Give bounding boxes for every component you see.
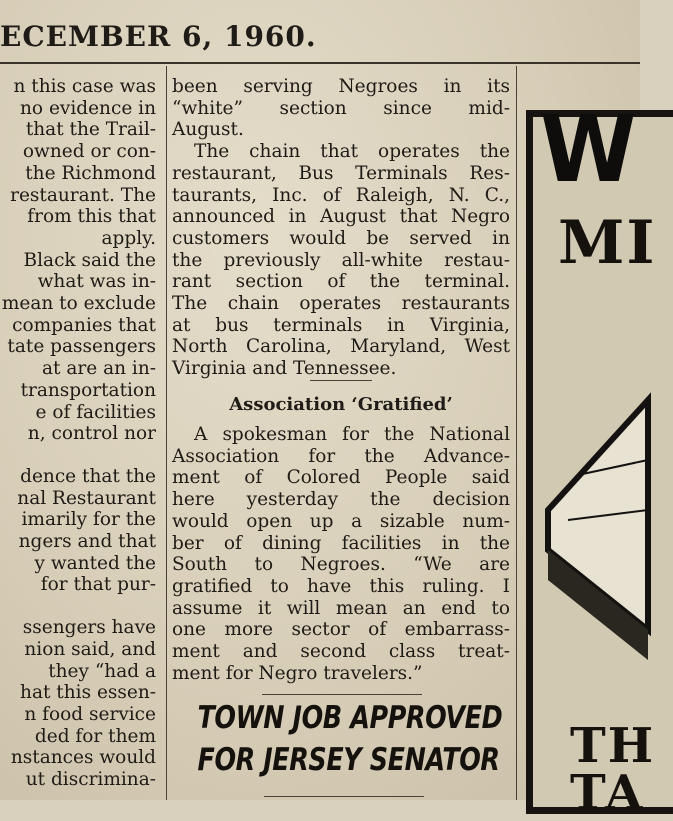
text-line: companies that [12, 314, 156, 336]
paragraph-naacp [172, 424, 510, 684]
text-line: A spokesman for the National [194, 424, 510, 445]
text-line: nion said, and [24, 638, 156, 660]
text-line: y wanted the [34, 552, 156, 574]
text-line: The chain that operates the [194, 141, 510, 163]
text-line: tate passengers [7, 336, 156, 358]
text-line: gratified to have this ruling. I [172, 575, 510, 597]
text-line: what was in- [37, 271, 156, 293]
text-line: taurants, Inc. of Raleigh, N. C., [172, 184, 510, 206]
text-line: would open up a sizable num- [172, 510, 510, 532]
text-line: ngers and that [18, 531, 156, 553]
text-line: The chain operates restaurants [172, 293, 510, 315]
ad-line-4: TA [570, 765, 645, 821]
text-line: August. [172, 119, 244, 141]
text-line: n food service [24, 703, 156, 725]
text-line: no evidence in [20, 97, 156, 119]
ad-line-3: TH [570, 718, 656, 774]
text-line: transportation [20, 379, 156, 401]
text-line: North Carolina, Maryland, West [172, 336, 510, 358]
text-line: been serving Negroes in its [172, 76, 510, 97]
text-line: nal Restaurant [17, 487, 156, 509]
headline-line-2: FOR JERSEY SENATOR [197, 742, 500, 778]
text-line: ded for them [34, 725, 156, 747]
text-line: apply. [101, 227, 156, 249]
text-line: restaurant. The [10, 184, 156, 206]
headline-rule [262, 694, 422, 695]
text-line: mean to exclude [1, 293, 156, 315]
headline-rule-bottom [264, 796, 424, 797]
text-line: ment for Negro travelers.” [172, 662, 423, 684]
text-line: dence that the [20, 465, 156, 487]
top-rule [0, 62, 640, 64]
text-line: ber of dining facilities in the [172, 532, 510, 554]
text-line: that the Trail- [25, 119, 156, 141]
text-line: announced in August that Negro [172, 206, 510, 228]
text-line: hat this essen- [20, 682, 156, 704]
text-line: Association for the Advance- [172, 445, 510, 467]
text-line: at bus terminals in Virginia, [172, 314, 510, 336]
text-line: ment of Colored People said [172, 467, 510, 489]
text-line: Black said the [23, 249, 156, 271]
section-rule [310, 380, 372, 381]
subheading: Association ‘Gratified’ [229, 394, 453, 415]
middle-column [172, 76, 510, 380]
ad-headline: W [540, 96, 629, 203]
text-line: n, control nor [27, 423, 156, 445]
text-line: one more sector of embarrass- [172, 619, 510, 641]
ad-illustration-icon [548, 400, 648, 660]
text-line: ut discrimina- [25, 769, 156, 791]
text-line: assume it will mean an end to [172, 597, 510, 619]
text-line: nstances would [10, 747, 156, 769]
text-line: owned or con- [22, 141, 156, 163]
column-divider-right [516, 66, 517, 800]
text-line: ment and second class treat- [172, 641, 510, 663]
middle-column-lower [172, 424, 510, 684]
text-line: the previously all-white restau- [172, 249, 510, 271]
text-line: customers would be served in [172, 227, 510, 249]
text-line: n this case was [13, 76, 156, 97]
paragraph-continued [172, 76, 510, 141]
text-line: at are an in- [42, 358, 156, 380]
text-line: here yesterday the decision [172, 489, 510, 511]
text-line: Virginia and Tennessee. [172, 358, 397, 380]
text-line: from this that [27, 206, 156, 228]
text-line: rant section of the terminal. [172, 271, 510, 293]
text-line: “white” section since mid- [172, 97, 510, 119]
left-column [0, 76, 156, 791]
text-line: e of facilities [35, 401, 156, 423]
paragraph-chain [172, 141, 510, 380]
headline-line-1: TOWN JOB APPROVED [197, 700, 503, 736]
text-line: ssengers have [22, 617, 156, 639]
text-line: imarily for the [21, 509, 156, 531]
text-line [0, 596, 156, 617]
text-line: for that pur- [40, 574, 156, 596]
dateline: ECEMBER 6, 1960. [0, 20, 317, 53]
text-line: they “had a [48, 660, 156, 682]
text-line [0, 445, 156, 466]
ad-subheadline: MI [558, 208, 657, 278]
text-line: restaurant, Bus Terminals Res- [172, 162, 510, 184]
text-line: the Richmond [25, 162, 156, 184]
column-divider-left [166, 66, 167, 800]
text-line: South to Negroes. “We are [172, 554, 510, 576]
